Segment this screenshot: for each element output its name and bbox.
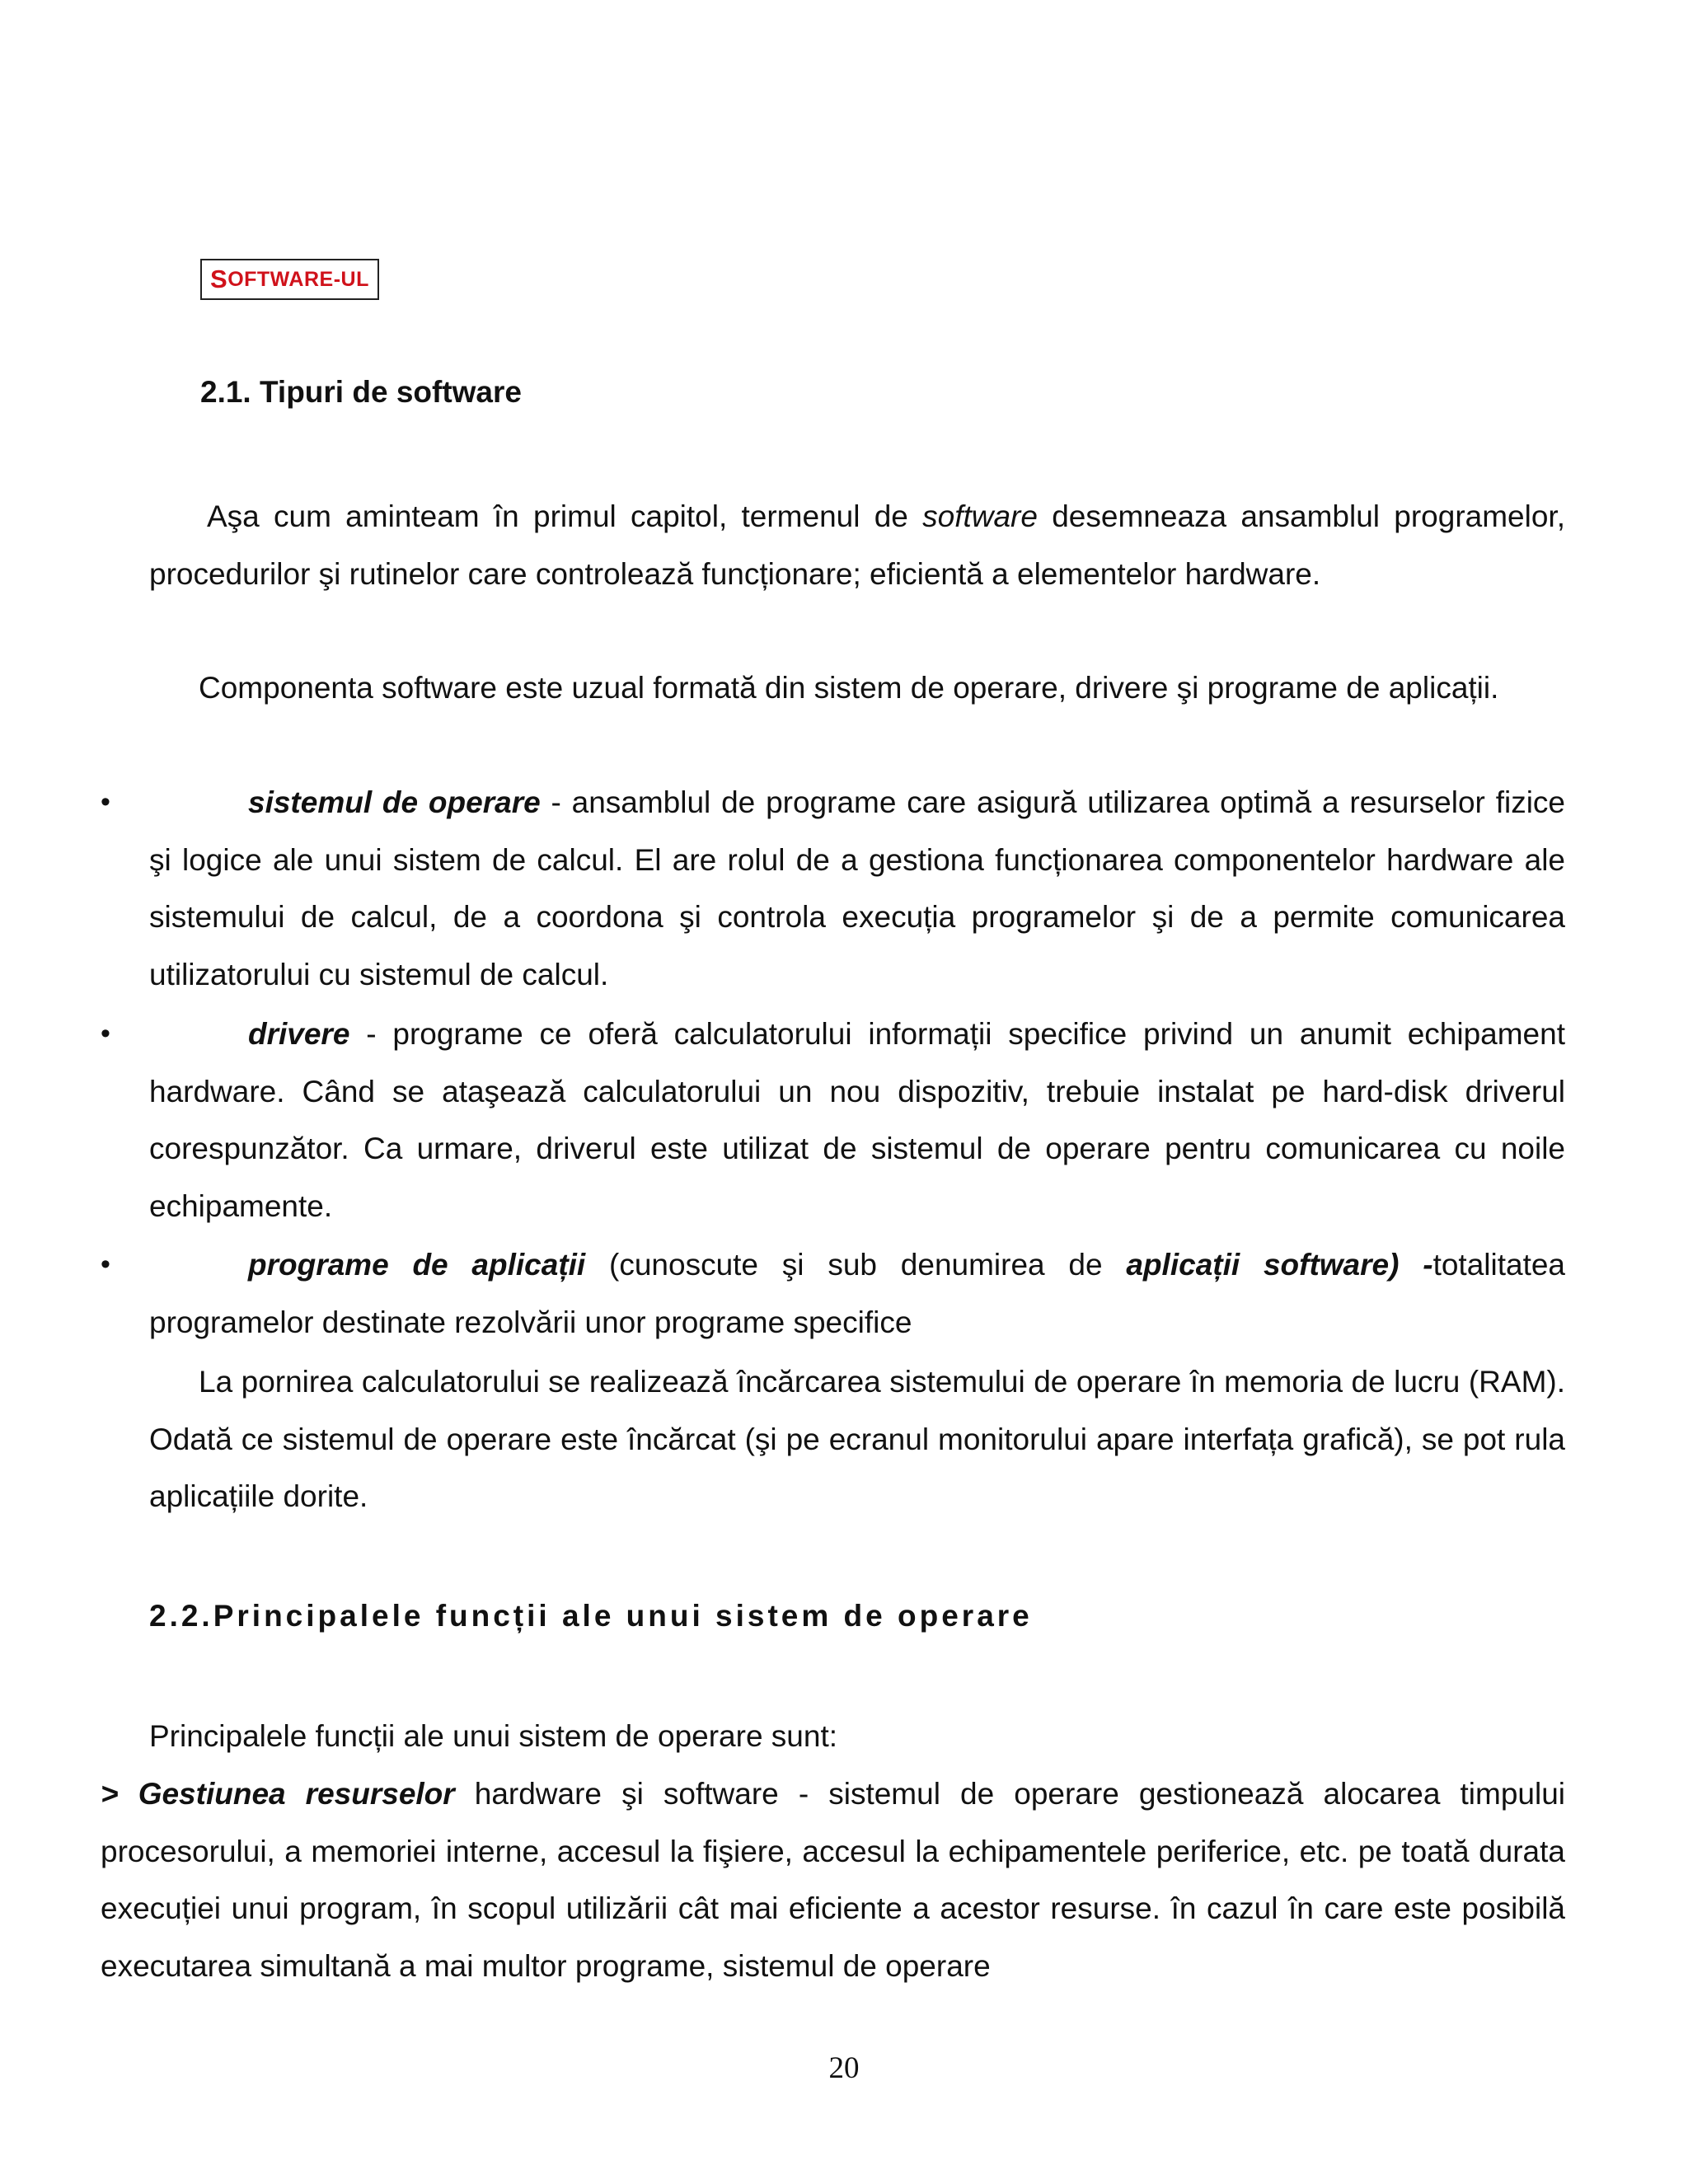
list-item-resource-management (101, 1765, 1565, 1994)
bullet-item-operating-system (149, 774, 1565, 1003)
bullet-text-2: - programe ce oferă calculatorului informații specifice privind un anumit echipament hardware. Când se ataşează calculatorului un nou dispozitiv, trebuie instalat pe hard-disk driverul corespunzător. Ca urmare, driverul este utilizat de sistemul de operare pentru comunicarea cu noile echipamente. (149, 1017, 1565, 1223)
heading-principal-functions: 2.2.Principalele funcții ale unui sistem de operare (149, 1599, 1033, 1633)
heading-tipuri-software: 2.1. Tipuri de software (200, 375, 522, 409)
bullet-term-3b: aplicații software) - (1126, 1248, 1433, 1282)
arrow-marker: > (101, 1777, 119, 1811)
bullet-dot-2: • (101, 1018, 110, 1049)
bullet-text-3b: totalitatea programelor destinate rezolvării unor programe specifice (149, 1248, 1566, 1339)
bullet-text-1: - ansamblul de programe care asigură utilizarea optimă a resurselor fizice şi logice ale unui sistem de calcul. El are rolul de a gestiona funcționarea componentelor hardware ale sistemului de calcul, de a coordona şi controla execuția programelor şi de a permite comunicarea utilizatorului cu sistemul de calcul. (149, 785, 1565, 991)
paragraph-intro-before: Aşa cum aminteam în primul capitol, termenul de (207, 499, 923, 533)
paragraph-components-text: Componenta software este uzual formată din sistem de operare, drivere şi programe de aplicații. (199, 671, 1499, 705)
bullet-item-applications (149, 1236, 1565, 1351)
bullet-item-drivers (149, 1005, 1565, 1235)
bullet-dot-3: • (101, 1249, 110, 1280)
paragraph-components (149, 659, 1565, 717)
page-number: 20 (828, 2051, 860, 2085)
paragraph-boot-text: La pornirea calculatorului se realizează încărcarea sistemului de operare în memoria de lucru (RAM). Odată ce sistemul de operare este încărcat (şi pe ecranul monitorului apare interfața grafică), se pot rula aplicațiile dorite. (149, 1365, 1565, 1513)
bullet-term-1: sistemul de operare (248, 785, 541, 819)
section-title-box (200, 259, 379, 300)
title-part-4: UL (340, 267, 369, 291)
bullet-text-3: (cunoscute şi sub denumirea de (585, 1248, 1127, 1282)
bullet-term-3: programe de aplicații (248, 1248, 586, 1282)
arrow-text: hardware şi software - sistemul de operare gestionează alocarea timpului procesorului, a memoriei interne, accesul la fişiere, accesul la echipamentele periferice, etc. pe toată durata execuției unui program, în scopul utilizării cât mai eficiente a acestor resurse. în cazul în care este posibilă executarea simultană a mai multor programe, sistemul de operare (101, 1777, 1565, 1983)
paragraph-functions-intro: Principalele funcții ale unui sistem de operare sunt: (149, 1719, 838, 1753)
title-part-3: - (333, 267, 341, 291)
paragraph-intro-em: software (922, 499, 1038, 533)
paragraph-intro (149, 488, 1565, 602)
bullet-term-2: drivere (248, 1017, 350, 1051)
paragraph-boot (149, 1353, 1565, 1526)
title-part-2: OFTWARE (227, 267, 334, 291)
arrow-term: Gestiunea resurselor (138, 1777, 455, 1811)
paragraph-intro-after: desemneaza ansamblul programelor, procedurilor şi rutinelor care controlează funcționare; eficientă a elementelor hardware. (149, 499, 1565, 591)
title-part-1: S (210, 265, 228, 293)
bullet-dot-1: • (101, 786, 110, 818)
